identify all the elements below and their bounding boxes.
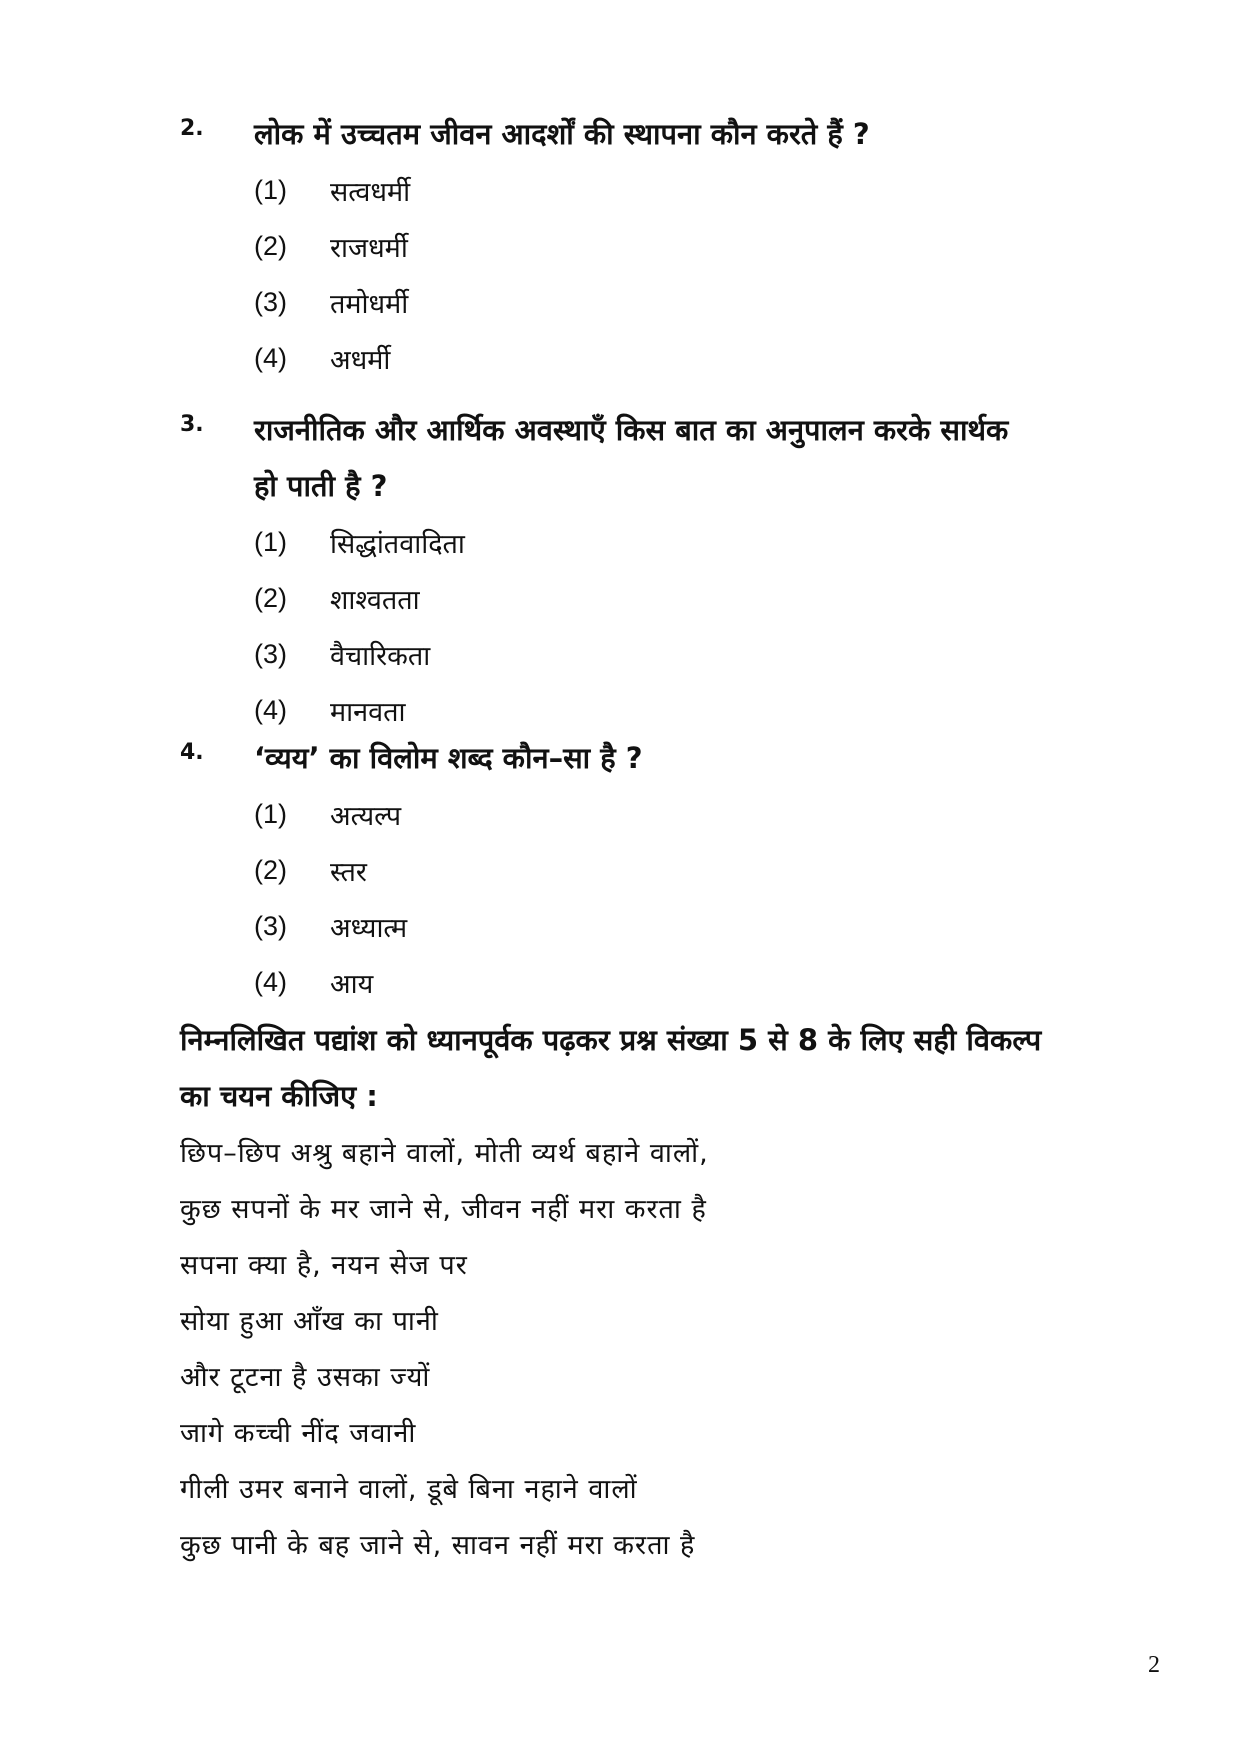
option-item [254,218,1080,274]
option-number: (4) [254,966,287,997]
option-text: सिद्धांतवादिता [330,528,465,560]
passage-instruction: निम्नलिखित पद्यांश को ध्यानपूर्वक पढ़कर प्रश्न संख्या 5 से 8 के लिए सही विकल्प का चयन कीजिए : [180,1023,1042,1113]
option-item [254,842,1080,898]
poem-line: सपना क्या है, नयन सेज पर [180,1250,468,1281]
option-text: अध्यात्म [330,912,408,944]
option-text: शाश्वतता [330,584,420,616]
question-text: लोक में उच्चतम जीवन आदर्शों की स्थापना कौन करते हैं ? [254,117,870,151]
question-2 [180,106,1080,386]
page-number: 2 [1148,1652,1160,1678]
option-number: (3) [254,638,287,669]
option-list [254,514,1080,738]
option-number: (4) [254,694,287,725]
option-number: (2) [254,582,287,613]
option-item [254,786,1080,842]
question-number: 4. [180,740,204,765]
option-text: अत्यल्प [330,800,402,832]
option-item [254,162,1080,218]
option-number: (2) [254,230,287,261]
question-3 [180,402,1080,738]
option-number: (4) [254,342,287,373]
option-item [254,954,1080,1010]
poem-line: कुछ पानी के बह जाने से, सावन नहीं मरा करता है [180,1530,696,1561]
option-number: (2) [254,854,287,885]
option-list [254,162,1080,386]
poem-line: गीली उमर बनाने वालों, डूबे बिना नहाने वालों [180,1474,638,1505]
question-text: राजनीतिक और आर्थिक अवस्थाएँ किस बात का अनुपालन करके सार्थक हो पाती है ? [254,413,1009,503]
option-item [254,274,1080,330]
option-text: मानवता [330,696,406,728]
option-item [254,514,1080,570]
poem-line: जागे कच्ची नींद जवानी [180,1418,417,1449]
option-item [254,626,1080,682]
option-text: स्तर [330,856,367,888]
option-list [254,786,1080,1010]
poem-line: छिप–छिप अश्रु बहाने वालों, मोती व्यर्थ बहाने वालों, [180,1138,709,1169]
question-text: ‘व्यय’ का विलोम शब्द कौन–सा है ? [254,741,643,775]
option-number: (1) [254,174,287,205]
option-item [254,570,1080,626]
poem-line: सोया हुआ आँख का पानी [180,1306,439,1337]
option-number: (3) [254,286,287,317]
option-text: वैचारिकता [330,640,431,672]
question-number: 2. [180,116,204,141]
option-item [254,330,1080,386]
option-text: आय [330,968,374,1000]
poem-line: कुछ सपनों के मर जाने से, जीवन नहीं मरा करता है [180,1194,707,1225]
question-number: 3. [180,412,204,437]
poem-passage [180,1126,1080,1574]
option-item [254,898,1080,954]
question-4 [180,730,1080,1010]
option-number: (1) [254,526,287,557]
option-text: सत्वधर्मी [330,176,411,208]
option-number: (1) [254,798,287,829]
option-text: राजधर्मी [330,232,408,264]
poem-line: और टूटना है उसका ज्यों [180,1362,431,1393]
option-number: (3) [254,910,287,941]
option-text: अधर्मी [330,344,391,376]
option-text: तमोधर्मी [330,288,409,320]
